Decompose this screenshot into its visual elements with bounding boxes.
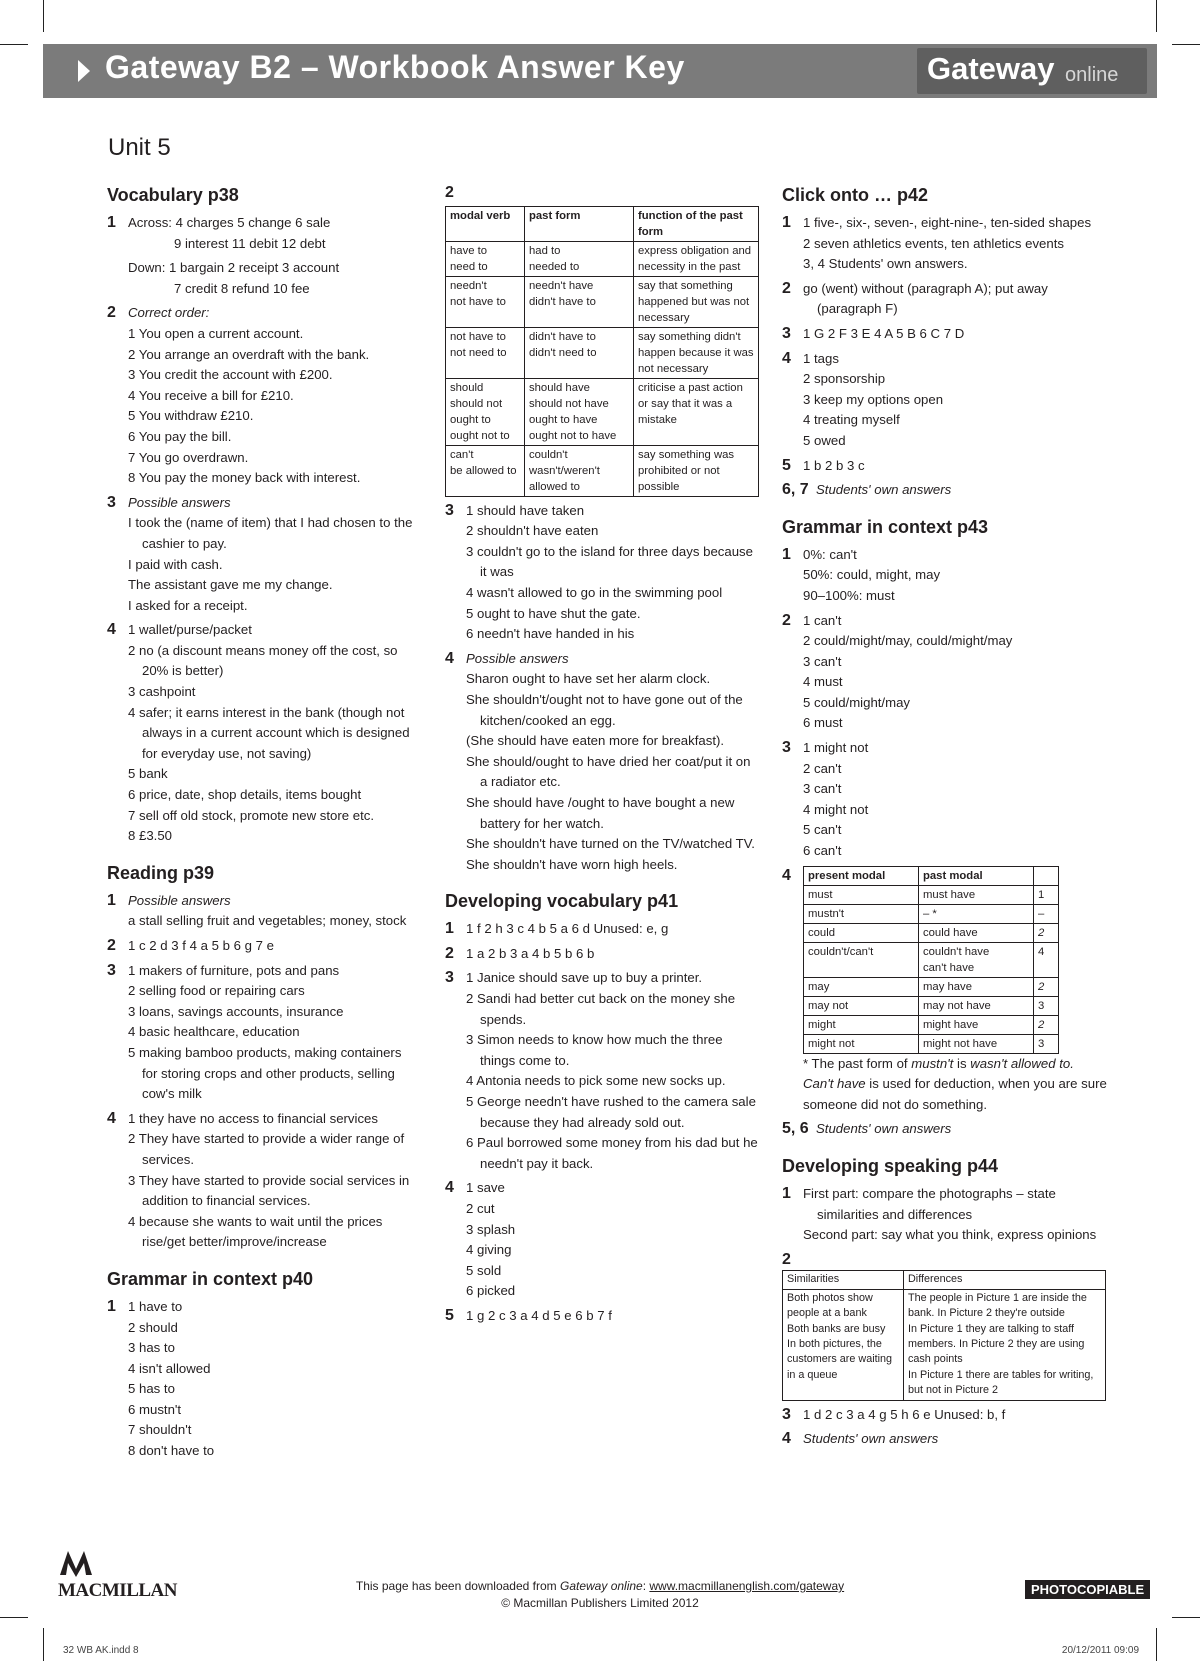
table-footnote bbox=[803, 1054, 1107, 1116]
question: 1 0%: can't 50%: could, might, may 90–100%: must bbox=[782, 545, 1107, 607]
answer-line: 3 has to bbox=[128, 1340, 175, 1356]
table-cell: didn't have to didn't need to bbox=[525, 327, 634, 378]
answer-line: 1 f 2 h 3 c 4 b 5 a 6 d Unused: e, g bbox=[466, 921, 669, 937]
answer-line: 90–100%: must bbox=[803, 587, 895, 603]
answer-line: 6 You pay the bill. bbox=[128, 428, 232, 444]
table-row bbox=[446, 378, 759, 445]
logo-main: Gateway bbox=[927, 51, 1055, 86]
section-title: Vocabulary p38 bbox=[107, 185, 239, 205]
answer-line: 2 could/might/may, could/might/may bbox=[803, 633, 1013, 649]
question: 2 1 can't 2 could/might/may, could/might/may 3 can't 4 must 5 could/might/may 6 must bbox=[782, 611, 1107, 735]
answer-line: 1 a 2 b 3 a 4 b 5 b 6 b bbox=[466, 945, 595, 961]
question: 4 1 save 2 cut 3 splash 4 giving 5 sold 6 picked bbox=[445, 1178, 760, 1302]
answer-line: 4 because she wants to wait until the prices rise/get better/improve/increase bbox=[128, 1213, 383, 1250]
similarities-table bbox=[782, 1270, 1106, 1400]
note-part: * The past form of bbox=[803, 1055, 912, 1071]
section-title: Click onto … p42 bbox=[782, 185, 929, 205]
question: 3 1 d 2 c 3 a 4 g 5 h 6 e Unused: b, f bbox=[782, 1405, 1107, 1426]
answer-line: go (went) without (paragraph A); put away (paragraph F) bbox=[803, 280, 1048, 317]
section-title: Reading p39 bbox=[107, 862, 215, 883]
answer-line: The assistant gave me my change. bbox=[128, 577, 333, 593]
table-cell: 2 bbox=[1034, 1015, 1059, 1034]
table-cell: 2 bbox=[1034, 977, 1059, 996]
footer-link[interactable]: www.macmillanenglish.com/gateway bbox=[649, 1579, 845, 1593]
table-cell: had to needed to bbox=[525, 241, 634, 276]
table-header: function of the past form bbox=[634, 206, 759, 241]
photocopiable-badge: PHOTOCOPIABLE bbox=[1025, 1580, 1150, 1599]
answer-line: 5 has to bbox=[128, 1381, 175, 1397]
answer-line: She should/ought to have dried her coat/put it on a radiator etc. bbox=[466, 753, 751, 790]
answer-line: 4 must bbox=[803, 674, 843, 690]
footer-text: Gateway online bbox=[560, 1579, 643, 1593]
answer-line: a stall selling fruit and vegetables; money, stock bbox=[128, 913, 407, 929]
question: 5 1 g 2 c 3 a 4 d 5 e 6 b 7 f bbox=[445, 1306, 760, 1327]
question: 3 1 Janice should save up to buy a printer. 2 Sandi had better cut back on the money she spends. 3 Simon needs to know how much the three things come to. 4 Antonia needs to pick some new socks up. 5 George needn't have rushed to the camera sale because they had already sold out. 6 Paul borrowed some money from his dad but he needn't pay it back. bbox=[445, 968, 760, 1174]
table-cell: couldn't have can't have bbox=[919, 942, 1034, 977]
slug-right: 20/12/2011 09:09 bbox=[1061, 1645, 1139, 1656]
question: 2 1 c 2 d 3 f 4 a 5 b 6 g 7 e bbox=[107, 936, 417, 957]
answer-heading: Correct order: bbox=[128, 305, 210, 321]
crop-mark bbox=[1156, 0, 1157, 32]
answer-line: Down: 1 bargain 2 receipt 3 account bbox=[128, 260, 340, 276]
crop-mark bbox=[0, 1617, 28, 1618]
table-cell: couldn't wasn't/weren't allowed to bbox=[525, 445, 634, 496]
question bbox=[782, 1119, 1107, 1140]
answer-line: 1 have to bbox=[128, 1298, 183, 1314]
answer-line: 3 loans, savings accounts, insurance bbox=[128, 1003, 344, 1019]
section-title: Developing speaking p44 bbox=[782, 1156, 999, 1176]
footer-line-1 bbox=[0, 1578, 1200, 1595]
answer-line: 5 George needn't have rushed to the camera sale because they had already sold out. bbox=[466, 1094, 756, 1130]
answer-line: 2 cut bbox=[466, 1201, 495, 1216]
table-cell: should have should not have ought to have ought not to have bbox=[525, 378, 634, 445]
column-3 bbox=[782, 183, 1107, 1450]
answer-line: 3 cashpoint bbox=[128, 684, 196, 700]
table-cell: could have bbox=[919, 923, 1034, 942]
note-part: is bbox=[953, 1055, 971, 1071]
crop-mark bbox=[43, 1628, 44, 1661]
answer-line: 7 credit 8 refund 10 fee bbox=[174, 280, 310, 296]
answer-line: 2 selling food or repairing cars bbox=[128, 983, 305, 999]
table-cell: could bbox=[804, 923, 919, 942]
question: 2 1 a 2 b 3 a 4 b 5 b 6 b bbox=[445, 944, 760, 965]
question: 2 Correct order: 1 You open a current account. 2 You arrange an overdraft with the bank. 3 You credit the account with £200. 4 You receive a bill for £210. 5 You withdraw £210. 6 You pay the bill. 7 You go overdrawn. 8 You pay the money back with interest. bbox=[107, 303, 417, 488]
question: 1 1 have to 2 should 3 has to 4 isn't allowed 5 has to 6 mustn't 7 shouldn't 8 don't have to bbox=[107, 1297, 417, 1462]
table-row bbox=[446, 276, 759, 327]
answer-line: 2 can't bbox=[803, 760, 842, 776]
table-row bbox=[804, 1015, 1059, 1034]
crop-mark bbox=[0, 44, 28, 45]
answer-line: 2 Sandi had better cut back on the money she spends. bbox=[466, 991, 736, 1027]
section-title: Grammar in context p40 bbox=[107, 1268, 314, 1289]
table-cell: may not have bbox=[919, 996, 1034, 1015]
answer-line: 3 Simon needs to know how much the three things come to. bbox=[466, 1032, 723, 1068]
answer-line: 6 can't bbox=[803, 843, 842, 859]
question: 4 present modal past modal must must have 1 mustn't – * – could could have 2 couldn't/can't couldn't have can't have 4 may may have 2 may not may not have 3 might might have 2 might not might not have 3 * The past form of mustn't is wasn't allowed to. Can't have is used for deduction, when you are sure someone did not do something. bbox=[782, 866, 1107, 1116]
answer-line: 3 keep my options open bbox=[803, 391, 944, 407]
answer-line: 6 needn't have handed in his bbox=[466, 626, 635, 642]
answer-heading: Possible answers bbox=[466, 650, 569, 666]
table-header-row bbox=[446, 206, 759, 241]
answer-line: 5 bank bbox=[128, 766, 168, 782]
table-cell: Both photos show people at a bank Both banks are busy In both pictures, the customers are waiting in a queue bbox=[783, 1289, 904, 1400]
answer-line: 3 You credit the account with £200. bbox=[128, 367, 333, 383]
question: 4 1 tags 2 sponsorship 3 keep my options open 4 treating myself 5 owed bbox=[782, 349, 1107, 452]
answer-line: 8 You pay the money back with interest. bbox=[128, 470, 361, 486]
answer-line: 1 makers of furniture, pots and pans bbox=[128, 962, 340, 978]
table-header: Similarities bbox=[783, 1271, 904, 1289]
question: 3 1 might not 2 can't 3 can't 4 might not 5 can't 6 can't bbox=[782, 738, 1107, 862]
table-header: Differences bbox=[904, 1271, 1106, 1289]
answer-line: 1 d 2 c 3 a 4 g 5 h 6 e Unused: b, f bbox=[803, 1406, 1006, 1422]
question: 3 1 should have taken 2 shouldn't have eaten 3 couldn't go to the island for three days because it was 4 wasn't allowed to go in the swimming pool 5 ought to have shut the gate. 6 needn't have handed in his bbox=[445, 501, 760, 645]
crop-mark bbox=[1172, 1617, 1200, 1618]
answer-line: Students' own answers bbox=[816, 482, 952, 498]
table-row bbox=[783, 1289, 1106, 1400]
question: 4 1 they have no access to financial services 2 They have started to provide a wider range of services. 3 They have started to provide social services in addition to financial services. 4 because she wants to wait until the prices rise/get better/improve/increase bbox=[107, 1109, 417, 1253]
table-cell: needn't not have to bbox=[446, 276, 525, 327]
question-number: 2 bbox=[445, 184, 454, 201]
table-cell: express obligation and necessity in the past bbox=[634, 241, 759, 276]
table-row bbox=[804, 996, 1059, 1015]
publisher-name: MACMILLAN bbox=[58, 1580, 177, 1601]
table-header-row bbox=[804, 866, 1059, 885]
table-cell: 3 bbox=[1034, 996, 1059, 1015]
question: 1 1 f 2 h 3 c 4 b 5 a 6 d Unused: e, g bbox=[445, 919, 760, 940]
table-header: present modal bbox=[804, 866, 919, 885]
question bbox=[782, 480, 1107, 501]
question: 1 1 five-, six-, seven-, eight-nine-, ten-sided shapes 2 seven athletics events, ten athletics events 3, 4 Students' own answers. bbox=[782, 213, 1107, 275]
table-row bbox=[446, 327, 759, 378]
crop-mark bbox=[1172, 44, 1200, 45]
answer-line: 7 sell off old stock, promote new store etc. bbox=[128, 807, 375, 823]
table-cell: may bbox=[804, 977, 919, 996]
note-part: wasn't allowed to. bbox=[970, 1055, 1074, 1071]
answer-line: 2 You arrange an overdraft with the bank. bbox=[128, 346, 370, 362]
answer-line: 6 mustn't bbox=[128, 1401, 182, 1417]
answer-line: 5 sold bbox=[466, 1262, 502, 1278]
answer-line: 5 You withdraw £210. bbox=[128, 408, 254, 424]
section-title: Grammar in context p43 bbox=[782, 516, 989, 537]
answer-line: 4 safer; it earns interest in the bank (though not always in a current account which is designed for everyday use, not saving) bbox=[128, 704, 410, 761]
question: 3 1 makers of furniture, pots and pans 2 selling food or repairing cars 3 loans, savings accounts, insurance 4 basic healthcare, education 5 making bamboo products, making containers for storing crops and other products, selling cow's milk bbox=[107, 961, 417, 1105]
table-row bbox=[804, 977, 1059, 996]
table-header: past modal bbox=[919, 866, 1034, 885]
question: 1 Across: 4 charges 5 change 6 sale 9 interest 11 debit 12 debt Down: 1 bargain 2 receipt 3 account 7 credit 8 refund 10 fee bbox=[107, 213, 417, 299]
answer-line: 4 treating myself bbox=[803, 412, 900, 428]
table-cell: 2 bbox=[1034, 923, 1059, 942]
answer-line: She shouldn't have worn high heels. bbox=[466, 856, 678, 872]
note-part: is used for deduction, when you are sure someone did not do something. bbox=[803, 1076, 1107, 1112]
table-cell: mustn't bbox=[804, 904, 919, 923]
table-row bbox=[804, 1034, 1059, 1053]
answer-line: 3 can't bbox=[803, 653, 842, 669]
answer-line: 2 should bbox=[128, 1319, 178, 1335]
footer-line-2: © Macmillan Publishers Limited 2012 bbox=[501, 1596, 699, 1610]
answer-line: 1 G 2 F 3 E 4 A 5 B 6 C 7 D bbox=[803, 325, 965, 341]
table-row bbox=[804, 942, 1059, 977]
answer-line: 0%: can't bbox=[803, 546, 857, 562]
play-arrow-icon bbox=[78, 60, 90, 82]
answer-line: Across: 4 charges 5 change 6 sale bbox=[128, 215, 331, 230]
answer-line: 1 tags bbox=[803, 350, 839, 366]
table-cell: might not bbox=[804, 1034, 919, 1053]
question: 2 go (went) without (paragraph A); put away (paragraph F) bbox=[782, 279, 1107, 320]
table-cell: 4 bbox=[1034, 942, 1059, 977]
note-part: mustn't bbox=[911, 1055, 954, 1071]
table-cell: must have bbox=[919, 885, 1034, 904]
answer-line: 1 You open a current account. bbox=[128, 325, 304, 341]
logo-sub: online bbox=[1065, 64, 1119, 86]
table-row bbox=[804, 923, 1059, 942]
answer-line: 6 picked bbox=[466, 1283, 516, 1299]
footer-credits bbox=[0, 1578, 1200, 1612]
table-header: past form bbox=[525, 206, 634, 241]
table-row bbox=[446, 241, 759, 276]
table-cell: should should not ought to ought not to bbox=[446, 378, 525, 445]
banner-title: Gateway B2 – Workbook Answer Key bbox=[105, 49, 685, 85]
table-cell: not have to not need to bbox=[446, 327, 525, 378]
answer-line: 1 might not bbox=[803, 740, 869, 756]
footer-text: This page has been downloaded from bbox=[355, 1579, 560, 1593]
answer-line: 4 giving bbox=[466, 1242, 512, 1258]
crop-mark bbox=[1156, 1628, 1157, 1661]
answer-line: 4 wasn't allowed to go in the swimming pool bbox=[466, 584, 723, 600]
table-cell: must bbox=[804, 885, 919, 904]
answer-line: 1 Janice should save up to buy a printer. bbox=[466, 970, 703, 986]
header-banner bbox=[43, 44, 1157, 98]
question: 4 Students' own answers bbox=[782, 1429, 1107, 1450]
answer-line: 9 interest 11 debit 12 debt bbox=[174, 235, 326, 251]
answer-line: Sharon ought to have set her alarm clock. bbox=[466, 671, 711, 687]
answer-line: 8 don't have to bbox=[128, 1443, 215, 1459]
table-cell: have to need to bbox=[446, 241, 525, 276]
table-cell: say something didn't happen because it was not necessary bbox=[634, 327, 759, 378]
answer-line: 5 could/might/may bbox=[803, 694, 911, 710]
answer-line: 4 isn't allowed bbox=[128, 1360, 211, 1376]
answer-line: 1 five-, six-, seven-, eight-nine-, ten-sided shapes bbox=[803, 215, 1092, 230]
answer-line: 1 save bbox=[466, 1180, 505, 1196]
table-cell: couldn't/can't bbox=[804, 942, 919, 977]
crop-mark bbox=[43, 0, 44, 32]
table-row bbox=[804, 904, 1059, 923]
table-row bbox=[804, 885, 1059, 904]
answer-line: 3 couldn't go to the island for three days because it was bbox=[466, 543, 753, 580]
answer-line: Students' own answers bbox=[816, 1121, 952, 1137]
gateway-online-logo bbox=[917, 48, 1147, 94]
table-cell: 3 bbox=[1034, 1034, 1059, 1053]
answer-line: 8 £3.50 bbox=[128, 828, 172, 844]
table-cell: might bbox=[804, 1015, 919, 1034]
answer-line: First part: compare the photographs – state similarities and differences bbox=[803, 1186, 1056, 1222]
question: 3 1 G 2 F 3 E 4 A 5 B 6 C 7 D bbox=[782, 324, 1107, 345]
answer-line: 1 should have taken bbox=[466, 502, 585, 518]
answer-line: 7 You go overdrawn. bbox=[128, 449, 249, 465]
table-cell: may not bbox=[804, 996, 919, 1015]
question-number: 6, 7 bbox=[782, 481, 809, 499]
table-cell: criticise a past action or say that it was a mistake bbox=[634, 378, 759, 445]
answer-line: I took the (name of item) that I had chosen to the cashier to pay. bbox=[128, 515, 413, 551]
table-cell: may have bbox=[919, 977, 1034, 996]
answer-line: 3 They have started to provide social services in addition to financial services. bbox=[128, 1172, 410, 1209]
answer-line: Second part: say what you think, express opinions bbox=[803, 1227, 1097, 1243]
table-row bbox=[446, 445, 759, 496]
question: 5 1 b 2 b 3 c bbox=[782, 456, 1107, 477]
answer-line: 4 You receive a bill for £210. bbox=[128, 387, 294, 403]
modal-verbs-table bbox=[445, 206, 759, 497]
answer-line: I paid with cash. bbox=[128, 556, 223, 572]
macmillan-emblem-icon bbox=[58, 1547, 128, 1577]
table-cell: can't be allowed to bbox=[446, 445, 525, 496]
answer-line: 6 price, date, shop details, items bought bbox=[128, 787, 362, 803]
modal-deduction-table bbox=[803, 866, 1059, 1054]
answer-line: 1 they have no access to financial services bbox=[128, 1110, 378, 1126]
answer-line: 2 shouldn't have eaten bbox=[466, 523, 599, 539]
answer-line: 4 Antonia needs to pick some new socks up. bbox=[466, 1073, 726, 1089]
answer-line: 5 can't bbox=[803, 822, 842, 838]
answer-line: 5 owed bbox=[803, 432, 846, 448]
answer-line: 1 c 2 d 3 f 4 a 5 b 6 g 7 e bbox=[128, 938, 274, 953]
table-cell: – bbox=[1034, 904, 1059, 923]
answer-line: 6 Paul borrowed some money from his dad but he needn't pay it back. bbox=[466, 1135, 758, 1171]
answer-line: 6 must bbox=[803, 715, 843, 731]
answer-heading: Possible answers bbox=[128, 892, 231, 908]
answer-line: I asked for a receipt. bbox=[128, 597, 248, 613]
table-cell: The people in Picture 1 are inside the bank. In Picture 2 they're outside In Picture 1 they are talking to staff members. In Picture 2 they are using cash points In Picture 1 there are tables for writing, but not in Picture 2 bbox=[904, 1289, 1106, 1400]
answer-line: 5 ought to have shut the gate. bbox=[466, 605, 641, 621]
question: 4 1 wallet/purse/packet 2 no (a discount means money off the cost, so 20% is better) 3 cashpoint 4 safer; it earns interest in the bank (though not always in a current account which is designed for everyday use, not saving) 5 bank 6 price, date, shop details, items bought 7 sell off old stock, promote new store etc. 8 £3.50 bbox=[107, 620, 417, 847]
answer-line: Students' own answers bbox=[803, 1431, 939, 1447]
table-cell: 1 bbox=[1034, 885, 1059, 904]
table-header bbox=[1034, 866, 1059, 885]
answer-line: 2 seven athletics events, ten athletics events bbox=[803, 235, 1064, 251]
slug-left: 32 WB AK.indd 8 bbox=[63, 1645, 139, 1656]
question-number: 5, 6 bbox=[782, 1120, 809, 1138]
table-cell: – * bbox=[919, 904, 1034, 923]
answer-line: 1 can't bbox=[803, 612, 842, 628]
answer-line: 1 g 2 c 3 a 4 d 5 e 6 b 7 f bbox=[466, 1307, 612, 1323]
section-title: Developing vocabulary p41 bbox=[445, 891, 679, 912]
question-number: 2 bbox=[782, 1250, 791, 1268]
table-cell: might not have bbox=[919, 1034, 1034, 1053]
answer-line: 1 wallet/purse/packet bbox=[128, 622, 252, 638]
column-2 bbox=[445, 183, 760, 1327]
answer-line: 2 They have started to provide a wider range of services. bbox=[128, 1131, 405, 1167]
question: 1 First part: compare the photographs – state similarities and differences Second part: say what you think, express opinions bbox=[782, 1184, 1107, 1246]
answer-line: 50%: could, might, may bbox=[803, 567, 941, 583]
unit-title: Unit 5 bbox=[108, 134, 171, 161]
question: 4 Possible answers Sharon ought to have set her alarm clock. She shouldn't/ought not to have gone out of the kitchen/cooked an egg. (She should have eaten more for breakfast). She should/ought to have dried her coat/put it on a radiator etc. She should have /ought to have bought a new battery for her watch. She shouldn't have turned on the TV/watched TV. She shouldn't have worn high heels. bbox=[445, 649, 760, 876]
table-cell: needn't have didn't have to bbox=[525, 276, 634, 327]
footer-text: : bbox=[642, 1579, 650, 1593]
answer-line: 4 might not bbox=[803, 801, 869, 817]
answer-line: 2 no (a discount means money off the cost, so 20% is better) bbox=[128, 642, 398, 679]
answer-line: 5 making bamboo products, making containers for storing crops and other products, selling cow's milk bbox=[128, 1044, 402, 1102]
table-cell: might have bbox=[919, 1015, 1034, 1034]
answer-line: (She should have eaten more for breakfast). bbox=[466, 733, 725, 749]
note-part: Can't have bbox=[803, 1076, 866, 1092]
answer-line: 4 basic healthcare, education bbox=[128, 1024, 300, 1040]
answer-line: She should have /ought to have bought a new battery for her watch. bbox=[466, 794, 735, 831]
table-cell: say that something happened but was not necessary bbox=[634, 276, 759, 327]
column-1 bbox=[107, 183, 417, 1462]
answer-line: 3 splash bbox=[466, 1221, 516, 1237]
table-header: modal verb bbox=[446, 206, 525, 241]
table-header-row bbox=[783, 1271, 1106, 1289]
answer-line: 7 shouldn't bbox=[128, 1422, 192, 1438]
answer-line: 1 b 2 b 3 c bbox=[803, 457, 865, 473]
answer-line: 3 can't bbox=[803, 781, 842, 797]
answer-line: 3, 4 Students' own answers. bbox=[803, 256, 968, 272]
answer-line: She shouldn't have turned on the TV/watched TV. bbox=[466, 836, 755, 852]
table-cell: say something was prohibited or not possible bbox=[634, 445, 759, 496]
answer-heading: Possible answers bbox=[128, 494, 231, 510]
question: 1 Possible answers a stall selling fruit and vegetables; money, stock bbox=[107, 891, 417, 932]
answer-line: 2 sponsorship bbox=[803, 371, 886, 387]
question: 3 Possible answers I took the (name of item) that I had chosen to the cashier to pay. I paid with cash. The assistant gave me my change. I asked for a receipt. bbox=[107, 493, 417, 617]
answer-line: She shouldn't/ought not to have gone out of the kitchen/cooked an egg. bbox=[466, 691, 743, 728]
